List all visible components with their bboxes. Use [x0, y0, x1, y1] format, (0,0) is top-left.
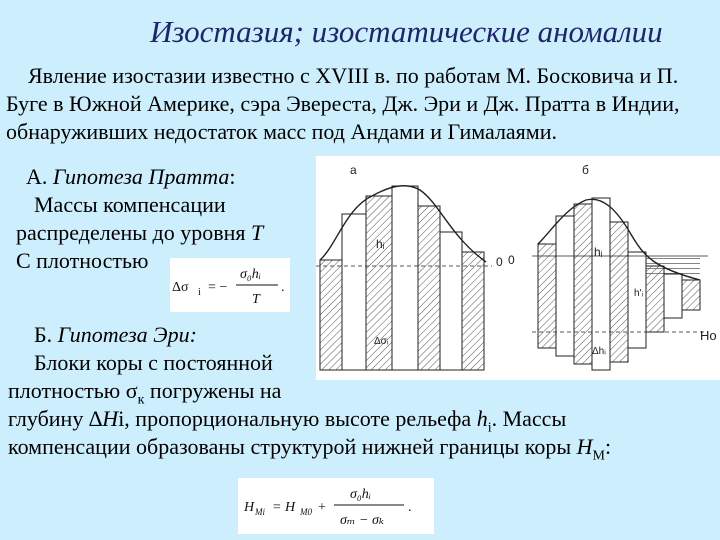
f2-num: σ₀hᵢ — [350, 487, 371, 502]
airy-line-5-post: : — [604, 434, 612, 459]
airy-line-2: Блоки коры с постоянной — [34, 350, 273, 375]
f2-lhs-sub: Mi — [255, 507, 265, 517]
pratt-line-3-text: распределены до уровня — [16, 220, 252, 245]
pratt-line-3 — [16, 220, 263, 246]
f2-eq: = H — [272, 500, 296, 515]
pratt-block-7 — [462, 252, 484, 370]
airy-zero-label: 0 — [508, 253, 515, 267]
f2-den: σₘ − σₖ — [340, 513, 384, 528]
pratt-name: Гипотеза Пратта — [52, 164, 230, 189]
airy-block-9 — [682, 280, 700, 310]
airy-heading — [34, 322, 197, 348]
airy-name: Гипотеза Эри: — [57, 322, 197, 347]
airy-dh-label: Δhᵢ — [592, 346, 606, 357]
airy-block-8 — [664, 274, 682, 318]
pratt-zero-label: 0 — [496, 255, 503, 269]
pratt-block-1 — [320, 260, 342, 370]
pratt-formula-svg — [170, 258, 290, 312]
f1-dot: . — [281, 280, 285, 295]
airy-line-4-text: глубину ∆ — [8, 406, 103, 431]
airy-boundary-sub: M — [592, 448, 605, 464]
airy-line-4-mid: i, пропорциональную высоте рельефа — [118, 406, 477, 431]
intro-paragraph — [6, 62, 714, 146]
airy-panel — [508, 163, 717, 370]
airy-line-5 — [8, 434, 611, 469]
f1-den: T — [252, 292, 260, 307]
airy-height-var: h — [476, 406, 488, 431]
slide-title: Изостазия; изостатические аномалии — [150, 14, 663, 49]
airy-ho-label: Ho — [700, 328, 717, 343]
airy-block-7 — [646, 266, 664, 332]
airy-line-3-text: плотностью σ — [8, 378, 138, 403]
airy-block-6 — [628, 252, 646, 348]
airy-height-sub: i — [487, 420, 492, 436]
airy-block-4 — [592, 198, 610, 370]
pratt-panel — [316, 163, 503, 370]
isostasy-diagram-svg — [316, 156, 720, 380]
pratt-level-var: T — [251, 220, 264, 245]
airy-line-4-post: . Массы — [491, 406, 567, 431]
intro-text: Явление изостазии известно с XVIII в. по работам М. Босковича и П. Буге в Южной Америке, сэра Эвереста, Дж. Эри и Дж. Пратта в Индии, обнаруживших недостаток масс под Андами и Гималаями. — [6, 63, 680, 144]
pratt-block-5 — [418, 206, 440, 370]
pratt-line-4: С плотностью — [16, 248, 149, 273]
pratt-block-2 — [342, 214, 366, 370]
label-a: а — [350, 163, 357, 177]
airy-line-5-text: компенсации образованы структурой нижней границы коры — [8, 434, 577, 459]
f2-dot: . — [408, 500, 412, 515]
airy-block-2 — [556, 216, 574, 356]
label-b: б — [582, 163, 589, 177]
airy-depth-var: H — [102, 406, 119, 431]
pratt-letter: А. — [26, 164, 48, 189]
pratt-hi-label: hᵢ — [376, 237, 385, 251]
airy-block-3 — [574, 204, 592, 364]
airy-formula — [238, 478, 434, 534]
airy-sigma-sub: к — [137, 392, 145, 408]
f1-eq: = − — [208, 280, 228, 295]
pratt-block-4 — [392, 186, 418, 370]
f2-eq-sub: M0 — [300, 507, 312, 517]
f2-lhs: H — [244, 500, 255, 515]
pratt-block-6 — [440, 232, 462, 370]
f2-plus: + — [318, 500, 326, 515]
pratt-line-2: Массы компенсации — [34, 192, 226, 217]
pratt-dsigma-label: Δσᵢ — [374, 336, 389, 347]
airy-boundary-var: H — [576, 434, 593, 459]
f1-num: σ₀hᵢ — [240, 267, 261, 282]
airy-formula-svg — [238, 478, 434, 534]
f1-lhs: Δσ — [172, 280, 189, 295]
pratt-heading — [26, 164, 236, 190]
airy-hi2-label: h'ᵢ — [634, 288, 644, 299]
airy-hi-label: hᵢ — [594, 245, 603, 259]
pratt-formula — [170, 258, 290, 312]
airy-line-3-post: погружены на — [144, 378, 282, 403]
f1-lhs-sub: i — [198, 287, 201, 298]
isostasy-diagram — [316, 156, 720, 380]
pratt-colon: : — [229, 164, 236, 189]
airy-letter: Б. — [34, 322, 53, 347]
airy-block-5 — [610, 222, 628, 362]
